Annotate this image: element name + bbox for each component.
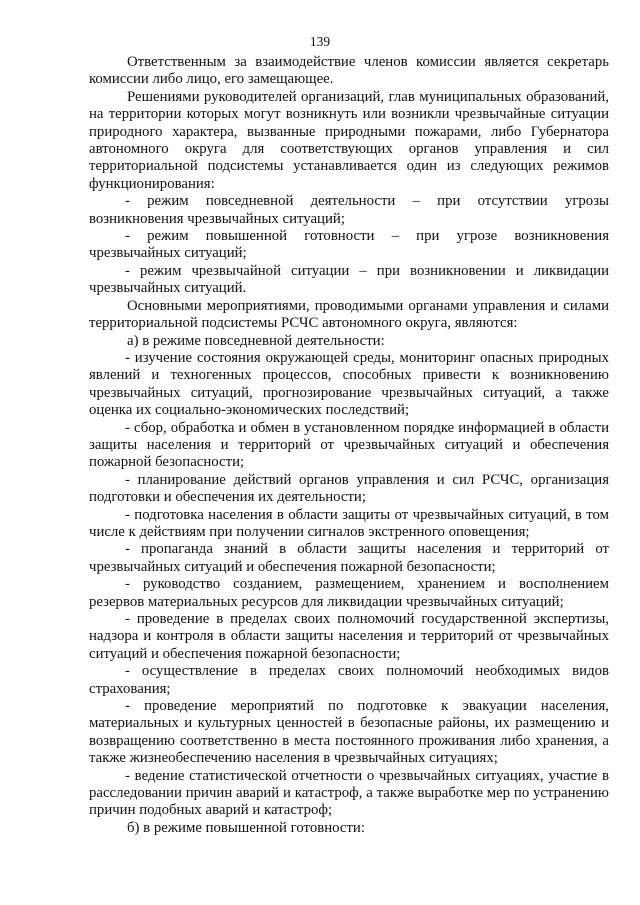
list-item-statistics: - ведение статистической отчетности о чрезвычайных ситуациях, участие в расследовании причин аварий и катастроф, а также выработке мер по устранению причин подобных аварий и катастроф; [89, 767, 609, 819]
list-item-evacuation: - проведение мероприятий по подготовке к эвакуации населения, материальных и культурных ценностей в безопасные районы, их размещению и возвращению соответственно в места постоянного проживания либо хранения, а также жизнеобеспечению населения в чрезвычайных ситуациях; [89, 698, 609, 767]
list-item-regime-alert: - режим повышенной готовности – при угрозе возникновения чрезвычайных ситуаций; [89, 228, 609, 262]
section-label-daily: а) в режиме повседневной деятельности: [127, 332, 385, 349]
list-item-expertise: - проведение в пределах своих полномочий государственной экспертизы, надзора и контроля в области защиты населения и территорий от чрезвычайных ситуаций и обеспечения пожарной безопасности; [89, 611, 609, 662]
list-item-population-training: - подготовка населения в области защиты от чрезвычайных ситуаций, в том числе к действиям при получении сигналов экстренного оповещения; [89, 506, 609, 540]
list-item-regime-emergency: - режим чрезвычайной ситуации – при возникновении и ликвидации чрезвычайных ситуаций. [89, 262, 609, 297]
section-label-alert: б) в режиме повышенной готовности: [127, 819, 365, 836]
document-body [89, 54, 609, 837]
paragraph-measures-intro: Основными мероприятиями, проводимыми органами управления и силами территориальной подсистемы РСЧС автономного округа, являются: [89, 297, 609, 332]
list-item-planning: - планирование действий органов управления и сил РСЧС, организация подготовки и обеспечения их деятельности; [89, 471, 609, 506]
paragraph-secretary: Ответственным за взаимодействие членов комиссии является секретарь комиссии либо лицо, его замещающее. [89, 54, 609, 88]
list-item-reserves: - руководство созданием, размещением, хранением и восполнением резервов материальных ресурсов для ликвидации чрезвычайных ситуаций; [89, 576, 609, 610]
page-number: 139 [309, 34, 331, 49]
paragraph-regimes-intro: Решениями руководителей организаций, глав муниципальных образований, на территории которых могут возникнуть или возникли чрезвычайные ситуации природного характера, вызванные природными пожарами, либо Губернатора автономного округа для соответствующих органов управления и сил территориальной подсистемы устанавливается один из следующих режимов функционирования: [89, 88, 609, 192]
list-item-information-exchange: - сбор, обработка и обмен в установленном порядке информацией в области защиты населения и территорий от чрезвычайных ситуаций и обеспечения пожарной безопасности; [89, 419, 609, 471]
list-item-propaganda: - пропаганда знаний в области защиты населения и территорий от чрезвычайных ситуаций и обеспечения пожарной безопасности; [89, 541, 609, 575]
list-item-monitoring: - изучение состояния окружающей среды, мониторинг опасных природных явлений и техногенных процессов, способных привести к возникновению чрезвычайных ситуаций, прогнозирование чрезвычайных ситуаций, а также оценка их социально-экономических последствий; [89, 349, 609, 419]
list-item-insurance: - осуществление в пределах своих полномочий необходимых видов страхования; [89, 663, 609, 697]
list-item-regime-daily: - режим повседневной деятельности – при отсутствии угрозы возникновения чрезвычайных ситуаций; [89, 193, 609, 227]
